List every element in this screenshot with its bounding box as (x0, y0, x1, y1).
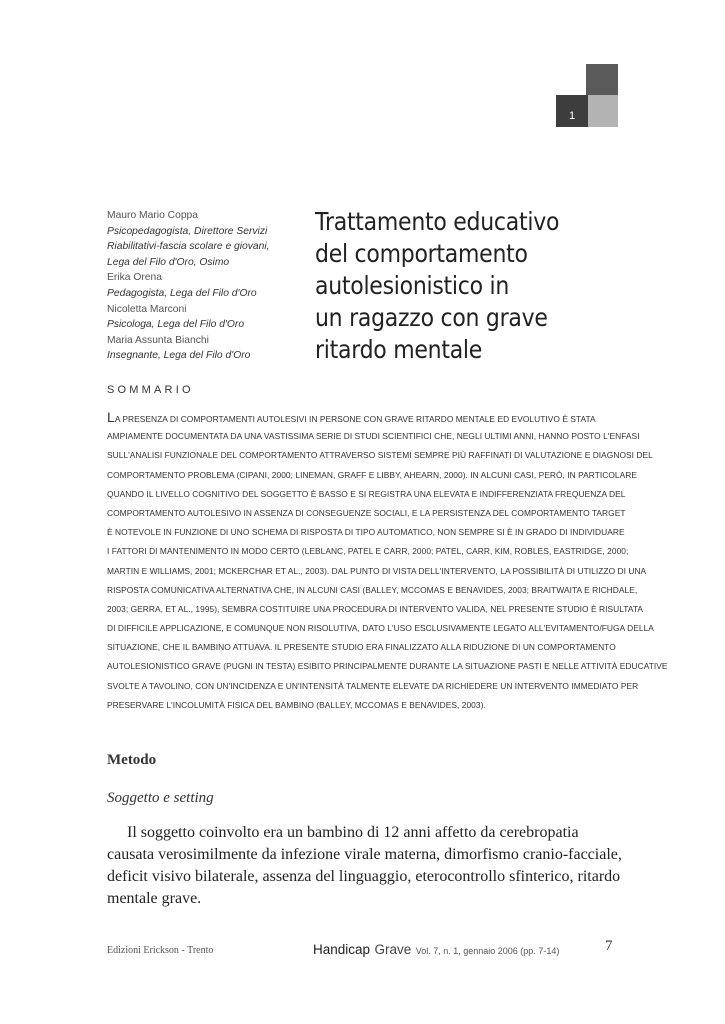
abstract-line: RISPOSTA COMUNICATIVA ALTERNATIVA CHE, IN ALCUNI CASI (BALLEY, MCCOMAS E BENAVIDES, 2003; BRAITWAITA E RICHDALE, (107, 584, 638, 595)
abstract-line: QUANDO IL LIVELLO COGNITIVO DEL SOGGETTO È BASSO E SI REGISTRA UNA ELEVATA E INDIFFERENZIATA FREQUENZA DEL (107, 488, 626, 499)
title-line: Trattamento educativo (315, 207, 560, 236)
author-4 (107, 333, 307, 364)
body-line: deficit visivo bilaterale, assenza del linguaggio, eterocontrollo sfinterico, ritardo (107, 868, 621, 885)
body-paragraph (107, 822, 622, 910)
author-2 (107, 270, 307, 301)
body-line: causata verosimilmente da infezione virale materna, dimorfismo cranio-facciale, (107, 846, 622, 863)
drop-cap: L (107, 409, 115, 425)
sommario-heading: SOMMARIO (107, 384, 194, 396)
abstract (107, 408, 668, 715)
author-name: Erika Orena (107, 272, 162, 284)
author-name: Maria Assunta Bianchi (107, 334, 209, 346)
author-role-line: Psicologa, Lega del Filo d'Oro (107, 319, 245, 331)
section-heading-metodo: Metodo (107, 752, 157, 768)
author-1 (107, 208, 307, 270)
author-role-line: Psicopedagogista, Direttore Servizi (107, 225, 268, 237)
article-title (315, 206, 579, 366)
author-name: Nicoletta Marconi (107, 303, 187, 315)
abstract-line: DI DIFFICILE APPLICAZIONE, E COMUNQUE NON RISOLUTIVA, DATO L'USO ESCLUSIVAMENTE LEGATO ALL'EVITAMENTO/FUGA DELLA (107, 623, 654, 634)
abstract-line: AMPIAMENTE DOCUMENTATA DA UNA VASTISSIMA SERIE DI STUDI SCIENTIFICI CHE, NEGLI ULTIMI ANNI, HANNO POSTO L'ENFASI (107, 431, 640, 442)
abstract-line: COMPORTAMENTO AUTOLESIVO IN ASSENZA DI CONSEGUENZE SOCIALI, E LA PERSISTENZA DEL COMPORTAMENTO TARGET (107, 507, 626, 518)
page-number: 7 (605, 938, 613, 954)
volume-info: Vol. 7, n. 1, gennaio 2006 (pp. 7-14) (415, 946, 560, 956)
abstract-line: MARTIN E WILLIAMS, 2001; MCKERCHAR ET AL., 2003). DAL PUNTO DI VISTA DELL'INTERVENTO, LA POSSIBILITÀ DI UTILIZZO DI UNA (107, 565, 647, 576)
journal-footer (313, 941, 559, 959)
abstract-line: LA PRESENZA DI COMPORTAMENTI AUTOLESIVI IN PERSONE CON GRAVE RITARDO MENTALE ED EVOLUTIVO È STATA (107, 409, 596, 425)
corner-block-light (588, 95, 618, 127)
title-line: ritardo mentale (315, 335, 483, 364)
abstract-line: AUTOLESIONISTICO GRAVE (PUGNI IN TESTA) ESIBITO PRINCIPALMENTE DURANTE LA SITUAZIONE PASTI E NELLE ATTIVITÀ EDUCATIVE (107, 661, 668, 672)
body-line: Il soggetto coinvolto era un bambino di 12 anni affetto da cerebropatia (127, 824, 579, 841)
author-list (107, 208, 307, 364)
subsection-heading-soggetto: Soggetto e setting (107, 790, 214, 806)
corner-block-top (586, 64, 618, 95)
abstract-line: È NOTEVOLE IN FUNZIONE DI UNO SCHEMA DI RISPOSTA DI TIPO AUTOMATICO, NON SEMPRE SI È IN GRADO DI INDIVIDUARE (107, 527, 625, 538)
abstract-line: PRESERVARE L'INCOLUMITÀ FISICA DEL BAMBINO (BALLEY, MCCOMAS E BENAVIDES, 2003). (107, 699, 486, 710)
abstract-line: SVOLTE A TAVOLINO, CON UN'INCIDENZA E UN'INTENSITÀ TALMENTE ELEVATE DA RICHIEDERE UN INTERVENTO IMMEDIATO PER (107, 680, 639, 691)
author-role-line: Pedagogista, Lega del Filo d'Oro (107, 287, 257, 299)
author-name: Mauro Mario Coppa (107, 210, 198, 221)
author-3 (107, 302, 307, 333)
abstract-line: SULL'ANALISI FUNZIONALE DEL COMPORTAMENTO ATTRAVERSO SISTEMI SEMPRE PIÙ RAFFINATI DI VALUTAZIONE E DIAGNOSI DEL (107, 450, 653, 461)
title-line: del comportamento (315, 239, 528, 268)
journal-name-part1: Handicap (313, 942, 371, 957)
title-line: autolesionistico in (315, 271, 510, 300)
author-role-line: Riabilitativi-fascia scolare e giovani, (107, 241, 270, 253)
abstract-line: I FATTORI DI MANTENIMENTO IN MODO CERTO (LEBLANC, PATEL E CARR, 2000; PATEL, CARR, KIM, ROBLES, EASTRIDGE, 2000; (107, 546, 629, 557)
author-role-line: Lega del Filo d'Oro, Osimo (107, 256, 230, 268)
body-line: mentale grave. (107, 890, 202, 907)
abstract-line: 2003; GERRA, ET AL., 1995), SEMBRA COSTITUIRE UNA PROCEDURA DI INTERVENTO VALIDA, NEL PRESENTE STUDIO È RISULTATA (107, 603, 644, 614)
chapter-number: 1 (568, 110, 576, 122)
title-line: un ragazzo con grave (315, 303, 548, 332)
author-role-line: Insegnante, Lega del Filo d'Oro (107, 350, 251, 362)
abstract-line: SITUAZIONE, CHE IL BAMBINO ATTUAVA. IL PRESENTE STUDIO ERA FINALIZZATO ALLA RIDUZIONE DI UN COMPORTAMENTO (107, 642, 616, 653)
journal-name-part2: Grave (374, 942, 412, 957)
publisher-footer: Edizioni Erickson - Trento (107, 945, 214, 956)
abstract-line: COMPORTAMENTO PROBLEMA (CIPANI, 2000; LINEMAN, GRAFF E LIBBY, AHEARN, 2000). IN ALCUNI CASI, PERÒ, IN PARTICOLARE (107, 469, 637, 480)
